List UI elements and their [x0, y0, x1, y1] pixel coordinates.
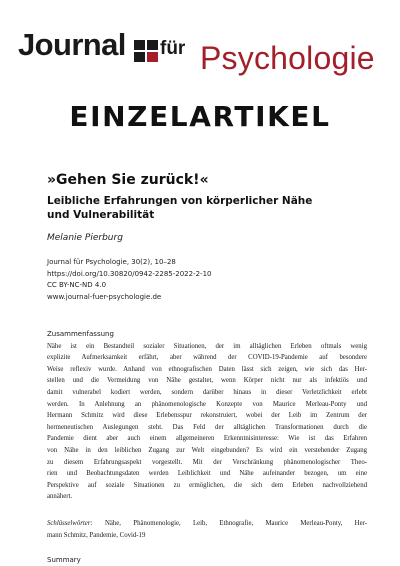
article-subtitle — [47, 194, 367, 222]
logo-journal-text: Journal — [18, 27, 126, 62]
keywords-line: mann Schmitz, Pandemie, Covid-19 — [47, 531, 146, 539]
abstract — [47, 329, 367, 503]
author-name: Melanie Pierburg — [47, 233, 123, 243]
keywords-text: Nähe, Phänomenologie, Leib, Ethnografie, Maurice Merleau-Ponty, Her- — [92, 520, 367, 527]
logo-psychologie-text: Psychologie — [200, 40, 375, 76]
abstract-line: hermeneutischen Auslegungen steht. Das Feld der alltäglichen Transformationen durch die — [47, 423, 367, 431]
abstract-line: damit vulnerabel kodiert werden, sondern darüber hinaus in dieser Verletzlichkeit erlebt — [47, 388, 367, 396]
journal-logo — [18, 28, 388, 84]
citation: Journal für Psychologie, 30(2), 10–28 — [47, 258, 176, 266]
abstract-line: rien und Beobachtungsdaten werden Leiblichkeit und Nähe aufeinander bezogen, um eine — [47, 470, 367, 478]
abstract-line: Pandemie dient aber auch einem allgemeineren Erkenntnisinteresse: Wie ist das Erfahren — [47, 435, 367, 443]
doi-link[interactable]: https://doi.org/10.30820/0942-2285-2022-2-10 — [47, 269, 212, 278]
logo-squares-icon — [134, 40, 158, 62]
keywords-line — [47, 518, 367, 530]
abstract-line: stellen und die Vermeidung von Nähe gestaltet, wenn Körper nicht nur als infektiös und — [47, 377, 367, 385]
abstract-line: Hermann Schmitz wird diese Erlebensspur rekonstruiert, wobei der Leib im Zentrum der — [47, 412, 367, 420]
abstract-line: werden. In Anlehnung an phänomenologische Konzepte von Maurice Merleau-Ponty und — [47, 400, 367, 408]
article-meta — [47, 257, 212, 303]
section-heading: EINZELARTIKEL — [69, 100, 331, 133]
subtitle-line: Leibliche Erfahrungen von körperlicher Nähe — [47, 195, 313, 207]
summary-heading: Summary — [47, 556, 81, 564]
abstract-line: Nähe ist ein Bestandteil sozialer Situationen, der im alltäglichen Erleben oftmals wenig — [47, 342, 367, 350]
abstract-heading: Zusammenfassung — [47, 330, 114, 338]
keywords-label: Schlüsselwörter: — [47, 520, 93, 527]
logo-fuer-text: für — [160, 38, 186, 59]
abstract-line: zu diesem Erfahrungsaspekt vorgestellt. Mit der Verschränkung phänomenologischer Theo- — [47, 458, 367, 466]
keywords — [47, 518, 367, 541]
website-link[interactable]: www.journal-fuer-psychologie.de — [47, 292, 162, 301]
abstract-line: annähert. — [47, 493, 73, 501]
abstract-line: Weise reflexiv wurde. Anhand von ethnografischen Daten lässt sich zeigen, wie sich das Her- — [47, 365, 367, 373]
abstract-line: von Nähe in den leiblichen Zugang zur Welt eingebunden? Es wird ein verstehender Zugang — [47, 446, 367, 454]
license: CC BY-NC-ND 4.0 — [47, 281, 107, 290]
article-title: »Gehen Sie zurück!« — [47, 172, 209, 188]
abstract-line: Perspektive auf soziale Situationen zu ermöglichen, die sich dem Erleben nachvollziehend — [47, 481, 367, 489]
abstract-line: explizite Aufmerksamkeit erfährt, aber während der COVID-19-Pandemie auf besondere — [47, 354, 367, 362]
subtitle-line: und Vulnerabilität — [47, 209, 155, 221]
